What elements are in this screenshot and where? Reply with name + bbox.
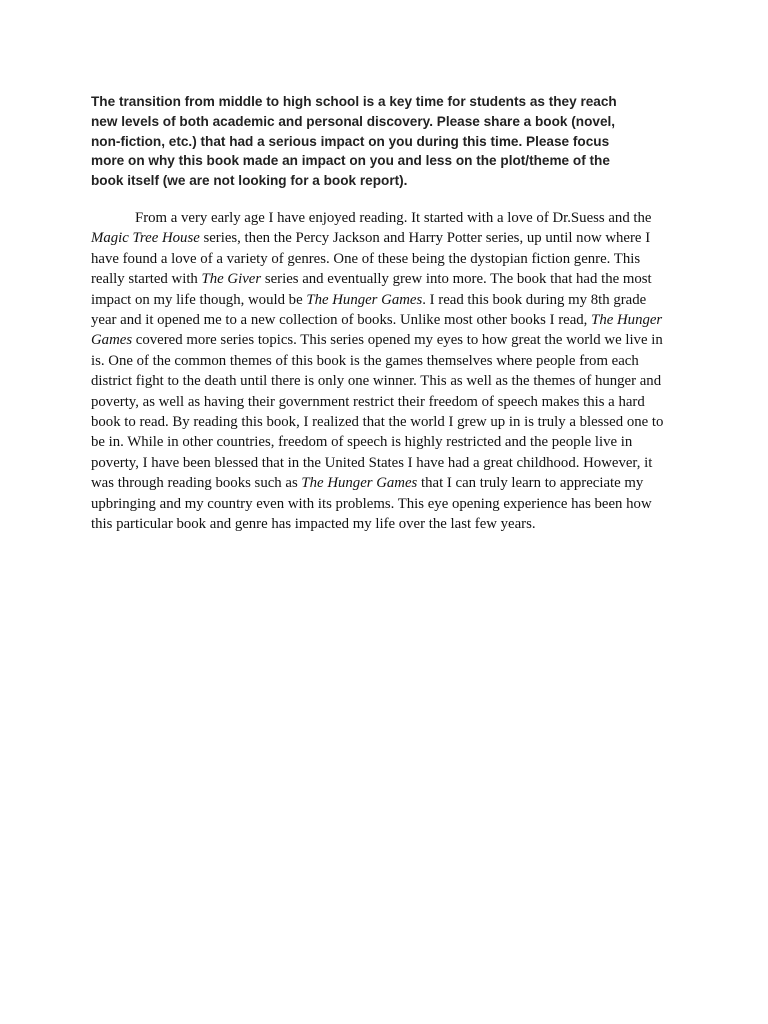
- book-title: The Hunger: [591, 312, 663, 329]
- prompt-line: new levels of both academic and personal discovery. Please share a book (novel,: [91, 113, 616, 129]
- essay-line: poverty, I have been blessed that in the United States I have had a great childhood. However, it: [91, 454, 653, 471]
- book-title: The Hunger Games: [301, 475, 418, 492]
- book-title: Games: [91, 332, 133, 349]
- essay-line: book to read. By reading this book, I realized that the world I grew up in is truly a blessed one to: [91, 414, 664, 431]
- essay-line: district fight to the death until there is only one winner. This as well as the themes of hunger and: [91, 373, 662, 390]
- essay-line: Games covered more series topics. This series opened my eyes to how great the world we live in: [91, 332, 663, 349]
- prompt-line: more on why this book made an impact on you and less on the plot/theme of the: [91, 153, 610, 169]
- prompt-line: non-fiction, etc.) that had a serious impact on you during this time. Please focus: [91, 133, 610, 149]
- book-title: The Hunger Games: [306, 291, 423, 308]
- essay-line: From a very early age I have enjoyed reading. It started with a love of Dr.Suess and the: [135, 209, 652, 226]
- essay-line: is. One of the common themes of this book is the games themselves where people from each: [91, 352, 639, 369]
- essay-line: have found a love of a variety of genres. One of these being the dystopian fiction genre. This: [91, 250, 641, 267]
- prompt-line: book itself (we are not looking for a book report).: [91, 173, 408, 189]
- essay-line: impact on my life though, would be The Hunger Games. I read this book during my 8th grade: [91, 291, 647, 308]
- essay-line: Magic Tree House series, then the Percy Jackson and Harry Potter series, up until now where I: [91, 230, 651, 247]
- essay-line: upbringing and my country even with its problems. This eye opening experience has been how: [91, 495, 652, 512]
- essay-line: poverty, as well as having their government restrict their freedom of speech makes this a hard: [91, 393, 645, 410]
- essay-line: this particular book and genre has impacted my life over the last few years.: [91, 516, 536, 533]
- essay-body: [91, 208, 677, 535]
- essay-line: be in. While in other countries, freedom of speech is highly restricted and the people live in: [91, 434, 633, 451]
- prompt-line: The transition from middle to high school is a key time for students as they reach: [91, 94, 617, 109]
- document-page: [91, 92, 677, 534]
- essay-line: really started with The Giver series and eventually grew into more. The book that had the most: [91, 271, 652, 288]
- essay-prompt: [91, 92, 677, 191]
- book-title: The Giver: [201, 271, 262, 288]
- book-title: Magic Tree House: [91, 230, 200, 247]
- essay-line: was through reading books such as The Hunger Games that I can truly learn to appreciate my: [91, 475, 644, 492]
- essay-line: year and it opened me to a new collection of books. Unlike most other books I read, The Hunger: [91, 312, 663, 329]
